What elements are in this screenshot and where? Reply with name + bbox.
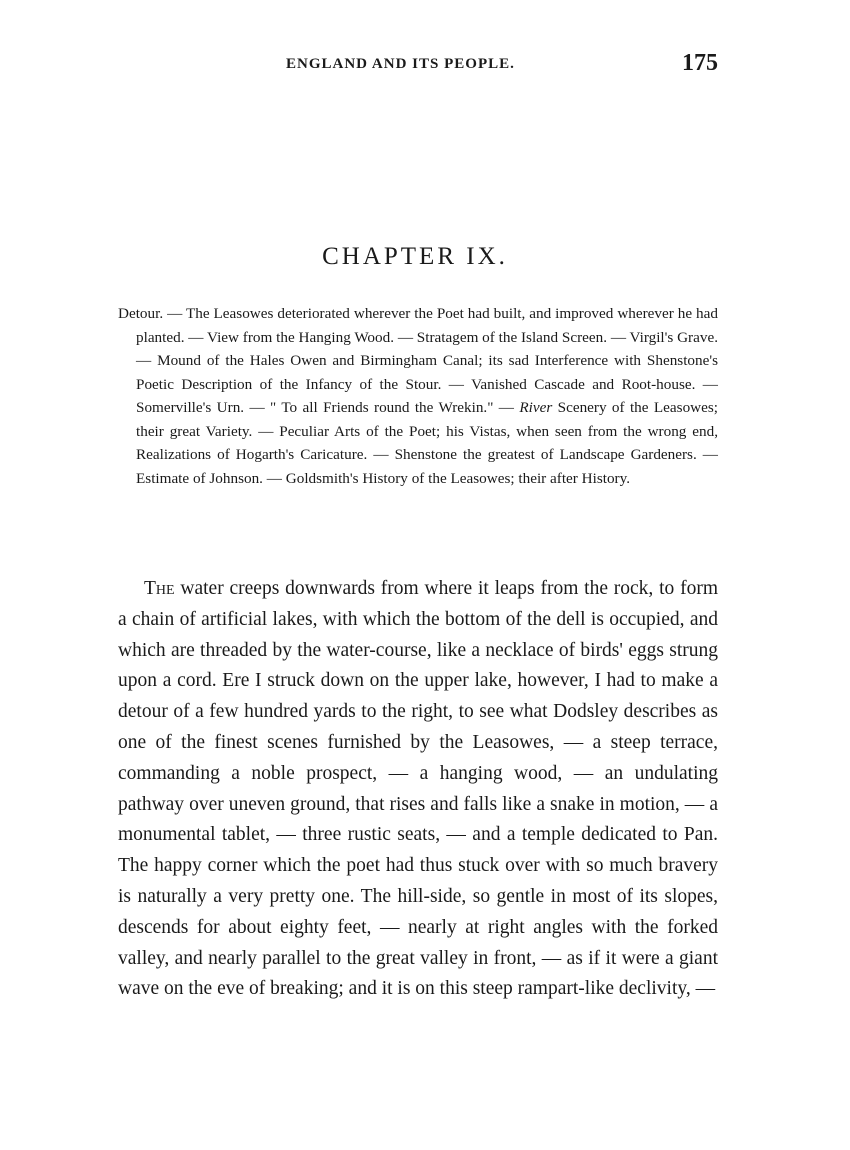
summary-text-part2: Scenery of the Leasowes; their great Variety. — Peculiar Arts of the Poet; his Vistas, when seen from the wrong end, Realizations of Hogarth's Caricature. — Shenstone the greatest of Landscape Gardeners. — Estimate of Johnson. — Goldsmith's History of the Leasowes; their after History. [136,399,719,487]
summary-text-part1: Detour. — The Leasowes deteriorated wherever the Poet had built, and improved wherever he had planted. — View from the Hanging Wood. — Stratagem of the Island Screen. — Virgil's Grave. — Mound of the Hales Owen and Birmingham Canal; its sad Interference with Shenstone's Poetic Description of the Infancy of the Stour. — Vanished Cascade and Root-house. — Somerville's Urn. — " To all Friends round the Wrekin." — [118,305,718,416]
chapter-title: CHAPTER IX. [322,243,508,270]
running-title: ENGLAND AND ITS PEOPLE. [286,56,515,72]
opening-word: The [144,578,175,599]
chapter-summary [118,302,718,490]
body-paragraph [118,574,718,1005]
page-number: 175 [682,50,718,76]
summary-italic-word: River [519,399,553,416]
running-head [118,52,718,82]
body-paragraph-text: water creeps downwards from where it leaps from the rock, to form a chain of artificial lakes, with which the bottom of the dell is occupied, and which are threaded by the water-course, like a necklace of birds' eggs strung upon a cord. Ere I struck down on the upper lake, however, I had to make a detour of a few hundred yards to the right, to see what Dodsley describes as one of the finest scenes furnished by the Leasowes, — a steep terrace, commanding a noble prospect, — a hanging wood, — an undulating pathway over uneven ground, that rises and falls like a snake in motion, — a monumental tablet, — three rustic seats, — and a temple dedicated to Pan. The happy corner which the poet had thus stuck over with so much bravery is naturally a very pretty one. The hill-side, so gentle in most of its slopes, descends for about eighty feet, — nearly at right angles with the forked valley, and nearly parallel to the great valley in front, — as if it were a giant wave on the eve of breaking; and it is on this steep rampart-like declivity, — [118,578,718,1000]
